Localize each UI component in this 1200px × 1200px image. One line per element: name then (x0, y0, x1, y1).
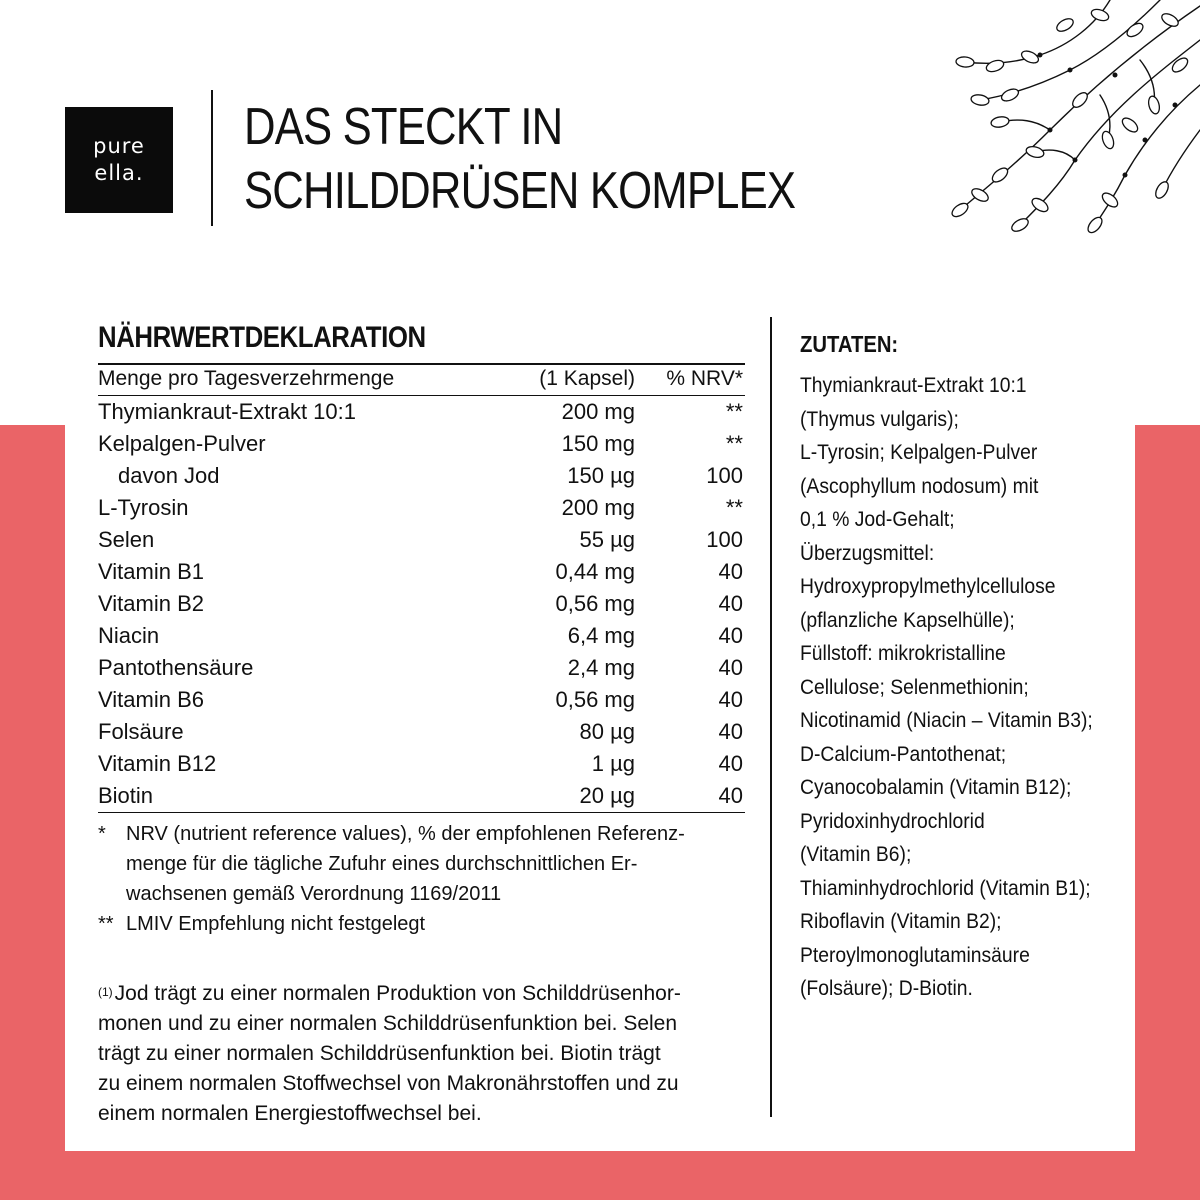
logo-line-1: pure (93, 134, 145, 158)
ingredient-line: (pflanzliche Kapselhülle); (800, 608, 1015, 632)
nutrient-name: Vitamin B12 (98, 751, 217, 776)
nutrient-nrv: ** (725, 431, 743, 456)
title-line-2: SCHILDDRÜSEN KOMPLEX (244, 162, 796, 220)
ingredient-line: Pyridoxinhydrochlorid (800, 809, 985, 833)
ingredient-line: (Folsäure); D-Biotin. (800, 977, 973, 1000)
nutrient-amount: 150 µg (567, 463, 635, 488)
header-quantity: Menge pro Tagesverzehrmenge (98, 367, 395, 390)
nutrient-amount: 0,44 mg (555, 559, 635, 584)
nutrient-nrv: 40 (718, 559, 743, 584)
nutrient-amount: 80 µg (579, 719, 635, 744)
nutrient-name: Selen (98, 527, 155, 552)
footnote-mark: ** (98, 913, 114, 935)
nutrient-name: Thymiankraut-Extrakt 10:1 (98, 399, 356, 424)
claim-line: $^{(1)}$Jod trägt zu einer normalen Produktion von Schilddrüsenhor- (98, 982, 681, 1005)
nutrient-nrv: 40 (718, 783, 743, 808)
nutrient-name: L-Tyrosin (98, 495, 189, 520)
ingredient-line: L-Tyrosin; Kelpalgen-Pulver (800, 441, 1038, 464)
footnote-line: menge für die tägliche Zufuhr eines durchschnittlichen Er- (126, 853, 638, 875)
nutrient-nrv: 40 (718, 655, 743, 680)
claim-line: monen und zu einer normalen Schilddrüsenfunktion bei. Selen (98, 1012, 678, 1035)
nutrient-nrv: 40 (718, 687, 743, 712)
table-row (98, 684, 745, 716)
ingredient-line: Füllstoff: mikrokristalline (800, 642, 1006, 665)
thyme-sprig-illustration (900, 0, 1200, 245)
nutrition-table (98, 363, 745, 813)
nutrient-name: Vitamin B6 (98, 687, 204, 712)
table-row (98, 780, 745, 813)
nutrient-nrv: 100 (706, 463, 743, 488)
nutrient-name: Folsäure (98, 719, 184, 744)
claim-line: trägt zu einer normalen Schilddrüsenfunktion bei. Biotin trägt (98, 1042, 661, 1065)
ingredient-line: Nicotinamid (Niacin – Vitamin B3); (800, 709, 1093, 732)
nutrient-name: Pantothensäure (98, 655, 254, 680)
claim-mark: (1) (98, 985, 113, 999)
nutrient-nrv: 100 (706, 527, 743, 552)
header-divider (211, 90, 213, 226)
column-divider (770, 317, 772, 1117)
nutrient-name: Vitamin B1 (98, 559, 204, 584)
nutrient-amount: 200 mg (561, 399, 635, 424)
nutrient-name: Vitamin B2 (98, 591, 204, 616)
ingredient-line: D-Calcium-Pantothenat; (800, 742, 1007, 766)
claim-line: einem normalen Energiestoffwechsel bei. (98, 1102, 482, 1125)
nutrient-name: davon Jod (118, 463, 220, 488)
nutrient-amount: 2,4 mg (567, 655, 635, 680)
table-header (98, 363, 745, 396)
brand-logo (65, 107, 173, 213)
ingredient-line: 0,1 % Jod-Gehalt; (800, 508, 955, 531)
footnote-lmiv (98, 909, 745, 939)
footnotes (98, 819, 745, 939)
ingredients-title: ZUTATEN: (800, 331, 899, 357)
ingredient-line: Cyanocobalamin (Vitamin B12); (800, 776, 1072, 799)
page-title (244, 95, 795, 223)
nutrient-nrv: 40 (718, 751, 743, 776)
header-nrv: % NRV* (666, 367, 743, 390)
nutrition-title: NÄHRWERTDEKLARATION (98, 321, 426, 354)
table-row (98, 652, 745, 684)
logo-line-2: ella. (94, 161, 144, 185)
table-row (98, 428, 745, 460)
footnote-mark: * (98, 823, 106, 845)
nutrient-nrv: ** (725, 495, 743, 520)
ingredient-line: (Thymus vulgaris); (800, 407, 959, 431)
footnote-nrv (98, 819, 745, 909)
table-row (98, 620, 745, 652)
claim-line: zu einem normalen Stoffwechsel von Makronährstoffen und zu (98, 1072, 679, 1095)
nutrient-amount: 0,56 mg (555, 687, 635, 712)
table-row (98, 716, 745, 748)
info-card (65, 287, 1135, 1151)
table-row (98, 588, 745, 620)
ingredient-line: Thymiankraut-Extrakt 10:1 (800, 374, 1027, 397)
nutrient-amount: 6,4 mg (567, 623, 635, 648)
nutrient-name: Biotin (98, 783, 154, 808)
nutrient-nrv: 40 (718, 719, 743, 744)
ingredient-line: (Ascophyllum nodosum) mit (800, 474, 1039, 498)
ingredient-line: Pteroylmonoglutaminsäure (800, 943, 1030, 967)
ingredient-line: Riboflavin (Vitamin B2); (800, 910, 1002, 933)
ingredients-list (800, 369, 1130, 1006)
ingredient-line: Hydroxypropylmethylcellulose (800, 575, 1056, 598)
table-row (98, 396, 745, 428)
nutrient-name: Niacin (98, 623, 160, 648)
ingredient-line: Thiaminhydrochlorid (Vitamin B1); (800, 876, 1091, 900)
nutrient-amount: 1 µg (591, 751, 635, 776)
footnote-line: LMIV Empfehlung nicht festgelegt (126, 913, 426, 935)
ingredient-line: Überzugsmittel: (800, 541, 935, 565)
title-line-1: DAS STECKT IN (244, 98, 563, 156)
ingredient-line: (Vitamin B6); (800, 843, 912, 866)
nutrient-amount: 55 µg (579, 527, 635, 552)
nutrient-amount: 200 mg (561, 495, 635, 520)
footnote-line: wachsenen gemäß Verordnung 1169/2011 (126, 883, 502, 905)
header-serving: (1 Kapsel) (539, 367, 635, 390)
nutrient-amount: 150 mg (561, 431, 635, 456)
nutrient-amount: 20 µg (579, 783, 635, 808)
nutrient-name: Kelpalgen-Pulver (98, 431, 266, 456)
table-row (98, 556, 745, 588)
nutrient-amount: 0,56 mg (555, 591, 635, 616)
health-claim (98, 979, 745, 1129)
table-row (98, 492, 745, 524)
nutrient-nrv: 40 (718, 623, 743, 648)
footnote-line: NRV (nutrient reference values), % der empfohlenen Referenz- (126, 823, 685, 845)
nutrient-nrv: 40 (718, 591, 743, 616)
table-row (98, 748, 745, 780)
table-row (98, 460, 745, 492)
table-row (98, 524, 745, 556)
nutrient-nrv: ** (725, 399, 743, 424)
ingredient-line: Cellulose; Selenmethionin; (800, 675, 1029, 699)
